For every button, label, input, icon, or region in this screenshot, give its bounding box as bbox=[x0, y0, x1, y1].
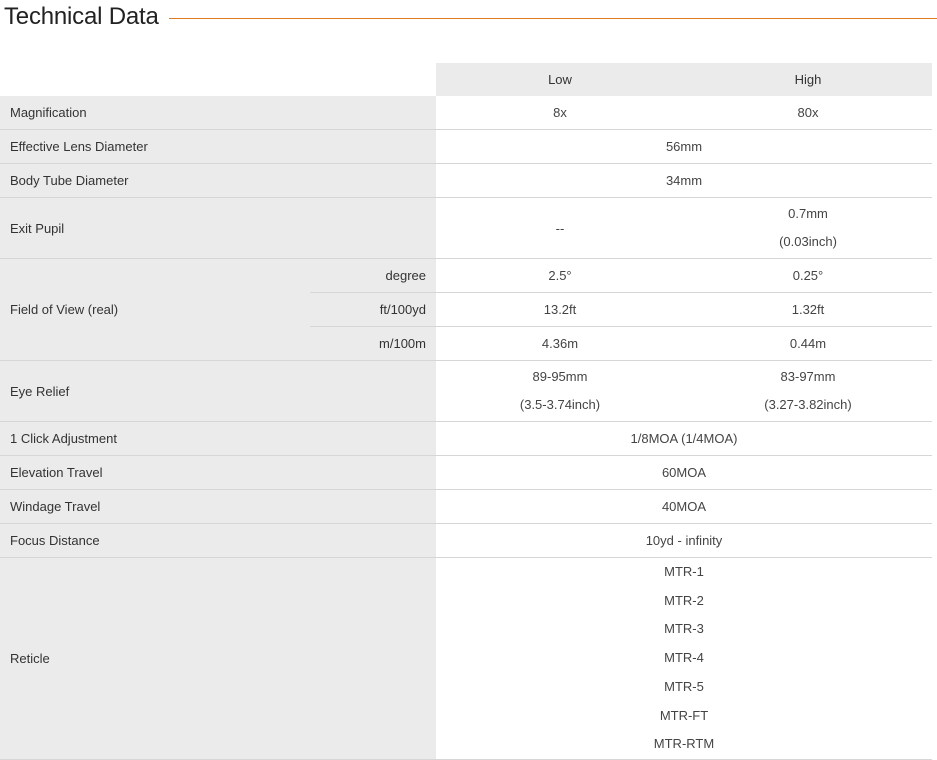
column-header-low: Low bbox=[436, 63, 684, 96]
table-row-elevation-travel bbox=[0, 456, 932, 490]
row-label: 1 Click Adjustment bbox=[0, 422, 436, 456]
cell-low: 13.2ft bbox=[436, 293, 684, 327]
row-label: Reticle bbox=[0, 558, 436, 760]
reticle-list bbox=[436, 558, 932, 760]
cell-high: 0.25° bbox=[684, 259, 932, 293]
row-label: Body Tube Diameter bbox=[0, 164, 436, 198]
cell-line: 83-97mm bbox=[780, 369, 836, 384]
cell-high: 80x bbox=[684, 96, 932, 130]
header-blank bbox=[0, 63, 436, 96]
row-label: Magnification bbox=[0, 96, 436, 130]
table-row-magnification bbox=[0, 96, 932, 130]
table-row-click-adjustment bbox=[0, 422, 932, 456]
table-header-row bbox=[0, 63, 932, 96]
cell-line: 0.7mm bbox=[788, 206, 828, 221]
row-unit-label: m/100m bbox=[310, 327, 436, 361]
cell-value: 1/8MOA (1/4MOA) bbox=[436, 422, 932, 456]
table-row-windage-travel bbox=[0, 490, 932, 524]
reticle-item: MTR-FT bbox=[659, 707, 709, 723]
page-title: Technical Data bbox=[4, 3, 159, 30]
reticle-item: MTR-2 bbox=[664, 592, 704, 608]
cell-value: 34mm bbox=[436, 164, 932, 198]
table-row-eye-relief bbox=[0, 361, 932, 422]
cell-line: (0.03inch) bbox=[779, 234, 837, 249]
section-header bbox=[0, 0, 937, 34]
cell-high bbox=[684, 198, 932, 259]
table-row-tube-diameter bbox=[0, 164, 932, 198]
row-unit-label: degree bbox=[310, 259, 436, 293]
row-label: Exit Pupil bbox=[0, 198, 436, 259]
table-row-focus-distance bbox=[0, 524, 932, 558]
technical-data-table bbox=[0, 63, 932, 760]
row-label: Focus Distance bbox=[0, 524, 436, 558]
cell-low: -- bbox=[436, 198, 684, 259]
cell-line: 89-95mm bbox=[532, 369, 588, 384]
cell-value: 56mm bbox=[436, 130, 932, 164]
row-label: Elevation Travel bbox=[0, 456, 436, 490]
reticle-item: MTR-5 bbox=[664, 678, 704, 694]
cell-low: 8x bbox=[436, 96, 684, 130]
cell-line: (3.27-3.82inch) bbox=[764, 397, 852, 412]
row-label: Eye Relief bbox=[0, 361, 436, 422]
cell-high: 1.32ft bbox=[684, 293, 932, 327]
row-label: Field of View (real) bbox=[0, 259, 310, 361]
cell-high: 0.44m bbox=[684, 327, 932, 361]
row-label: Windage Travel bbox=[0, 490, 436, 524]
column-header-high: High bbox=[684, 63, 932, 96]
reticle-item: MTR-RTM bbox=[653, 736, 715, 752]
cell-value: 60MOA bbox=[436, 456, 932, 490]
reticle-item: MTR-1 bbox=[664, 564, 704, 579]
reticle-item: MTR-4 bbox=[664, 650, 704, 666]
cell-low: 4.36m bbox=[436, 327, 684, 361]
reticle-item: MTR-3 bbox=[664, 621, 704, 637]
cell-value: 40MOA bbox=[436, 490, 932, 524]
row-label: Effective Lens Diameter bbox=[0, 130, 436, 164]
cell-low bbox=[436, 361, 684, 422]
title-divider bbox=[169, 18, 937, 19]
row-unit-label: ft/100yd bbox=[310, 293, 436, 327]
cell-low: 2.5° bbox=[436, 259, 684, 293]
cell-line: (3.5-3.74inch) bbox=[519, 397, 601, 412]
table-row-exit-pupil bbox=[0, 198, 932, 259]
cell-value: 10yd - infinity bbox=[436, 524, 932, 558]
cell-high bbox=[684, 361, 932, 422]
table-row-fov-degree bbox=[0, 259, 932, 293]
table-row-reticle bbox=[0, 558, 932, 760]
table-row-lens-diameter bbox=[0, 130, 932, 164]
